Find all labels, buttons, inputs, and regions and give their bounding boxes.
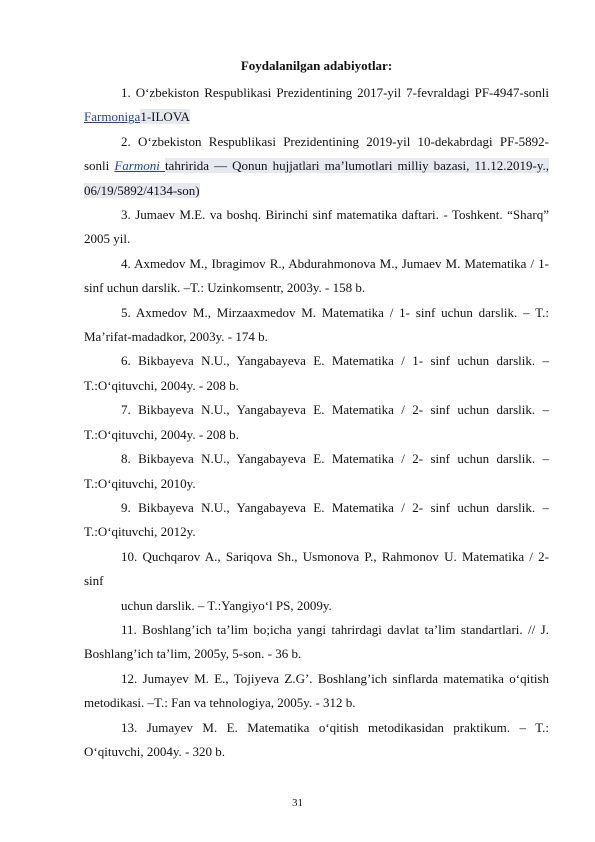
reference-9: 9. Bikbayeva N.U., Yangabayeva E. Matematika / 2- sinf uchun darslik. – T.:O‘qituvchi, 2012y. — [84, 499, 549, 540]
reference-7: 7. Bikbayeva N.U., Yangabayeva E. Matematika / 2- sinf uchun darslik. – T.:O‘qituvchi, 2004y. - 208 b. — [84, 402, 549, 442]
reference-10-continuation: uchun darslik. – T.:Yangiyo‘l PS, 2009y. — [121, 597, 332, 613]
reference-1-text: 1. O‘zbekiston Respublikasi Prezidentining 2017-yil 7-fevraldagi PF-4947-sonli — [121, 85, 549, 100]
reference-11: 11. Boshlang’ich ta’lim bo;icha yangi tahrirdagi davlat ta’lim standartlari. // J. Boshlang’ich ta’lim, 2005y, 5-son. - 36 b. — [84, 621, 549, 662]
reference-2-source: tahririda — Qonun hujjatlari ma’lumotlari milliy bazasi, — [164, 158, 475, 174]
reference-6: 6. Bikbayeva N.U., Yangabayeva E. Matematika / 1- sinf uchun darslik. – T.:O‘qituvchi, 2004y. - 208 b. — [84, 353, 549, 393]
reference-2-date: 11.12.2019-y., 06/19/5892/4134-son) — [84, 158, 549, 198]
reference-2-text: 2. O‘zbekiston Respublikasi Prezidentining 2019-yil 10-dekabrdagi PF-5892-sonli — [84, 133, 549, 174]
reference-1 — [84, 81, 549, 130]
reference-8: 8. Bikbayeva N.U., Yangabayeva E. Matematika / 2- sinf uchun darslik. – T.:O‘qituvchi, 2010y. — [84, 451, 549, 491]
reference-3: 3. Jumaev M.E. va boshq. Birinchi sinf matematika daftari. - Toshkent. “Sharq” 2005 yil. — [84, 207, 549, 247]
reference-12: 12. Jumayev M. E., Tojiyeva Z.G’. Boshlang’ich sinflarda matematika o‘qitish metodikasi. –T.: Fan va tehnologiya, 2005y. - 312 b. — [84, 670, 549, 711]
reference-1-appendix: 1-ILOVA — [140, 109, 190, 125]
section-title: Foydalanilgan adabiyotlar: — [240, 58, 393, 73]
references-section — [84, 58, 549, 764]
reference-10: 10. Quchqarov A., Sariqova Sh., Usmonova P., Rahmonov U. Matematika / 2- sinf — [84, 548, 549, 589]
farmoni-link[interactable]: Farmoni — [114, 158, 165, 174]
reference-4: 4. Axmedov M., Ibragimov R., Abdurahmonova M., Jumaev M. Matematika / 1-sinf uchun darslik. –T.: Uzinkomsentr, 2003y. - 158 b. — [84, 255, 549, 296]
reference-5: 5. Axmedov M., Mirzaaxmedov M. Matematika / 1- sinf uchun darslik. – T.: Ma’rifat-madadkor, 2003y. - 174 b. — [84, 304, 549, 345]
page-number: 31 — [292, 797, 303, 809]
reference-2 — [84, 130, 549, 203]
farmoniga-link[interactable]: Farmoniga — [84, 109, 141, 125]
reference-13: 13. Jumayev M. E. Matematika o‘qitish metodikasidan praktikum. – T.: O‘qituvchi, 2004y. - 320 b. — [84, 719, 549, 759]
